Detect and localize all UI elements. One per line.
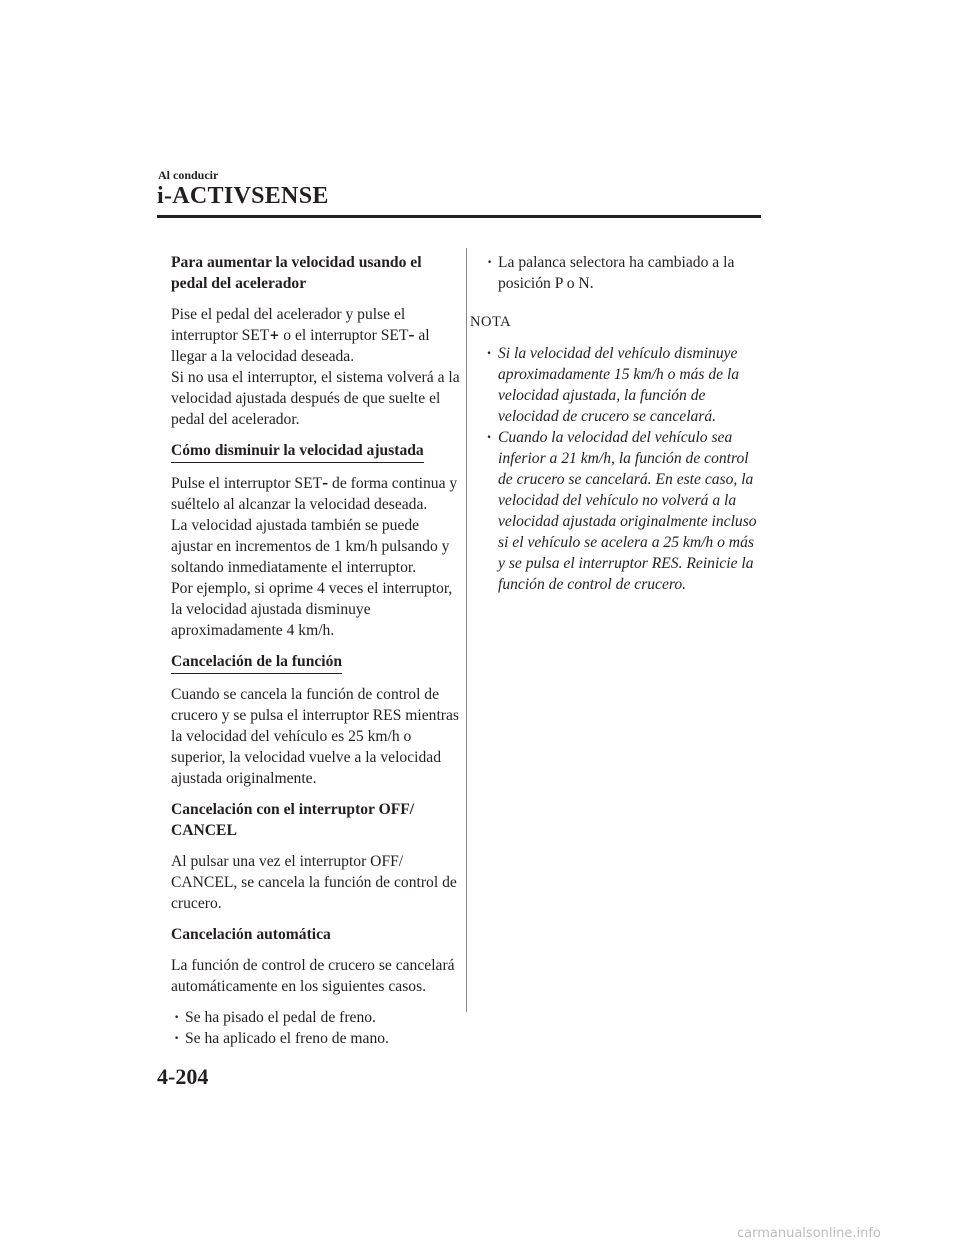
note-item (484, 343, 764, 427)
list-item-text: La palanca selectora ha cambiado a la posición P o N. (498, 254, 735, 292)
text-fragment: Por ejemplo, si oprime 4 veces el interruptor, la velocidad ajustada disminuye aproximadamente 4 km/h. (171, 580, 453, 639)
text-fragment: La velocidad ajustada también se puede ajustar en incrementos de 1 km/h pulsando y soltando inmediatamente el interruptor. (171, 517, 450, 576)
list-item (171, 1007, 461, 1028)
watermark: carmanualsonline.info (737, 1226, 881, 1241)
paragraph-auto-cancel: La función de control de crucero se cancelará automáticamente en los siguientes casos. (171, 957, 455, 995)
set-minus-icon: – (408, 328, 415, 342)
text-fragment: Pise el pedal del acelerador y pulse el interruptor SET (171, 306, 406, 344)
column-divider (466, 248, 467, 1012)
text-fragment: de forma continua y suéltelo al alcanzar la velocidad deseada. (171, 475, 458, 513)
heading-cancel-switch: Cancelación con el interruptor OFF/ CANCEL (171, 801, 415, 839)
heading-cancel-function: Cancelación de la función (171, 651, 342, 674)
note-item (484, 427, 764, 595)
paragraph-cancel-switch: Al pulsar una vez el interruptor OFF/ CANCEL, se cancela la función de control de crucero. (171, 853, 457, 912)
note-item-text: Si la velocidad del vehículo disminuye aproximadamente 15 km/h o más de la velocidad ajustada, la función de velocidad de crucero se cancelará. (498, 345, 740, 425)
list-item-text: Se ha aplicado el freno de mano. (185, 1030, 389, 1047)
text-fragment: Si no usa el interruptor, el sistema volverá a la velocidad ajustada después de que suelte el pedal del acelerador. (171, 369, 460, 428)
note-item-text: Cuando la velocidad del vehículo sea inferior a 21 km/h, la función de control de crucero se cancelará. En este caso, la velocidad del vehículo no volverá a la velocidad ajustada originalmente incluso si el vehículo se acelera a 25 km/h o más y se pulsa el interruptor RES. Reinicie la función de control de crucero. (498, 429, 757, 593)
bullet-icon: · (174, 1009, 180, 1026)
set-minus-icon: – (322, 476, 329, 490)
bullet-icon: · (174, 1030, 180, 1047)
heading-decrease: Cómo disminuir la velocidad ajustada (171, 440, 424, 463)
bullet-icon: · (487, 254, 493, 271)
list-item (171, 1028, 461, 1049)
heading-accelerator: Para aumentar la velocidad usando el pedal del acelerador (171, 254, 422, 292)
header-rule (157, 215, 761, 218)
list-item (484, 252, 764, 294)
text-fragment: o el interruptor SET (279, 327, 409, 344)
bullet-icon: · (487, 345, 491, 362)
cancel-cases-list-continued (484, 252, 764, 294)
paragraph-decrease (171, 473, 461, 641)
set-plus-icon: + (269, 328, 280, 342)
heading-auto-cancel: Cancelación automática (171, 926, 331, 943)
text-fragment: Pulse el interruptor SET (171, 475, 323, 492)
section-label: Al conducir (158, 168, 219, 182)
text-fragment: al llegar a la velocidad deseada. (171, 327, 430, 365)
paragraph-accelerator (171, 304, 461, 430)
list-item-text: Se ha pisado el pedal de freno. (185, 1009, 376, 1026)
paragraph-cancel-function: Cuando se cancela la función de control de crucero y se pulsa el interruptor RES mientras la velocidad del vehículo es 25 km/h o superior, la velocidad vuelve a la velocidad ajustada originalmente. (171, 686, 459, 787)
page-number: 4-204 (157, 1064, 209, 1089)
left-column (171, 252, 461, 1059)
bullet-icon: · (487, 429, 491, 446)
right-column (470, 252, 764, 605)
note-list (484, 343, 764, 595)
cancel-cases-list (171, 1007, 461, 1049)
chapter-title: i-ACTIVSENSE (157, 183, 329, 209)
note-label: NOTA (470, 314, 512, 330)
